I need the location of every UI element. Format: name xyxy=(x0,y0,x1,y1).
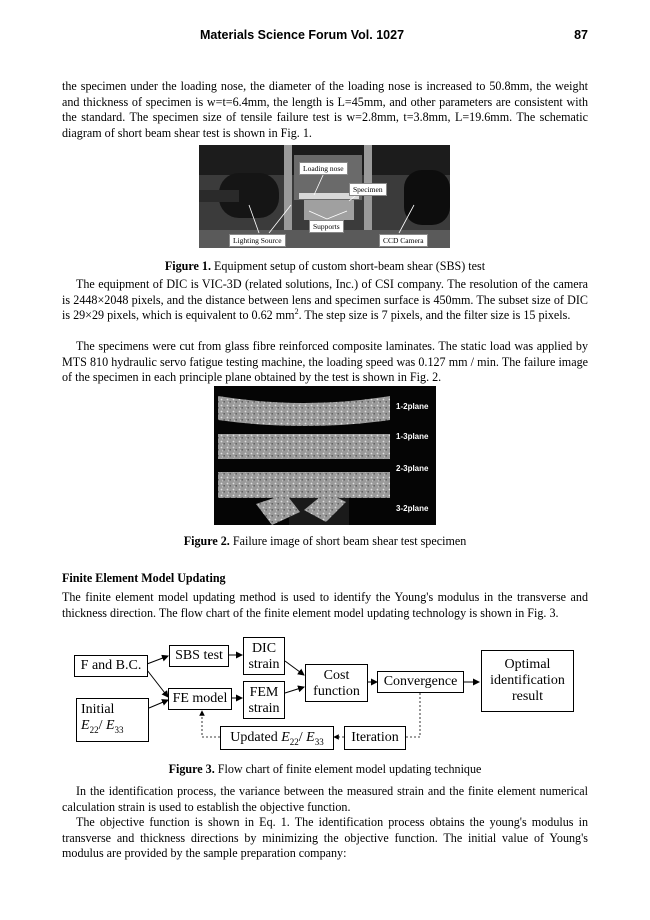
label-specimen: Specimen xyxy=(349,183,387,196)
running-header xyxy=(0,28,650,44)
flow-convergence-box: Convergence xyxy=(377,671,464,693)
label-2-3plane: 2-3plane xyxy=(396,464,429,473)
flow-iteration-box: Iteration xyxy=(344,726,406,750)
flow-initial-box xyxy=(76,698,149,742)
flow-dic-strain-line2: strain xyxy=(248,657,280,672)
label-3-2plane: 3-2plane xyxy=(396,504,429,513)
flow-optimal-line2: identification xyxy=(490,673,565,688)
flow-cost-function-box xyxy=(305,664,368,702)
flow-fbc-box: F and B.C. xyxy=(74,655,148,677)
flow-optimal-result-box xyxy=(481,650,574,712)
flow-fe-model-box: FE model xyxy=(168,688,232,710)
flow-initial-e22-e33: $E_{22}/$ $E_{33}$ xyxy=(81,718,124,735)
page-number: 87 xyxy=(574,28,588,42)
paragraph-specimen-dimensions: the specimen under the loading nose, the diameter of the loading nose is increased to 50.8mm, the weight and thickness of specimen is w=t=6.4mm, the length is L=45mm, and other parameters are consistent with the standard. The specimen size of tensile failure test is w=2.8mm, t=3.8mm, L=19.6mm. The schematic diagram of short beam shear test is shown in Fig. 1. xyxy=(62,79,588,140)
figure-1-caption xyxy=(0,259,650,274)
figure-3-caption xyxy=(0,762,650,777)
flow-dic-strain-box xyxy=(243,637,285,675)
figure-1-caption-text: Equipment setup of custom short-beam shear (SBS) test xyxy=(211,259,486,273)
flow-cost-line1: Cost xyxy=(323,668,350,683)
label-1-3plane: 1-3plane xyxy=(396,432,429,441)
flow-initial-label: Initial xyxy=(81,702,115,717)
figure-3-caption-label: Figure 3. xyxy=(168,762,215,776)
label-supports: Supports xyxy=(309,220,344,233)
figure-3-caption-text: Flow chart of finite element model updating technique xyxy=(214,762,482,776)
label-loading-nose: Loading nose xyxy=(299,162,348,175)
figure-1-photo xyxy=(199,145,450,248)
flow-optimal-line1: Optimal xyxy=(504,657,551,672)
flow-fem-strain-box xyxy=(243,681,285,719)
flow-cost-line2: function xyxy=(313,684,360,699)
paragraph-identification-process: In the identification process, the variance between the measured strain and the finite element numerical calculation strain is used to establish the objective function. xyxy=(62,784,588,814)
paragraph-objective-function: The objective function is shown in Eq. 1. The identification process obtains the young's modulus in transverse and thickness directions by minimizing the objective function. The initial value of Young's modulus are provided by the sample preparation company: xyxy=(62,815,588,861)
section-heading: Finite Element Model Updating xyxy=(62,571,226,585)
figure-2-photo xyxy=(214,386,436,525)
paragraph-fe-updating: The finite element model updating method is used to identify the Young's modulus in the transverse and thickness direction. The flow chart of the finite element model updating technology is shown in Fig. 3. xyxy=(62,590,588,620)
label-ccd-camera: CCD Camera xyxy=(379,234,428,247)
paragraph-dic-equipment: The equipment of DIC is VIC-3D (related solutions, Inc.) of CSI company. The resolution of the camera is 2448×2048 pixels, and the distance between lens and specimen surface is 450mm. The subset size of DIC is 29×29 pixels, which is equivalent to 0.62 $mm^2$. The step size is 7 pixels, and the filter size is 15 pixels. xyxy=(62,277,588,323)
flow-dic-strain-line1: DIC xyxy=(251,641,277,656)
flow-updated-box: Updated $E_{22}/$ $E_{33}$ xyxy=(220,726,334,750)
label-1-2plane: 1-2plane xyxy=(396,402,429,411)
figure-1-caption-label: Figure 1. xyxy=(164,259,212,273)
figure-3-flowchart xyxy=(62,631,588,753)
label-lighting-source: Lighting Source xyxy=(229,234,286,247)
figure-2-caption-label: Figure 2. xyxy=(183,534,230,548)
flow-optimal-line3: result xyxy=(511,689,544,704)
paragraph-specimen-loading: The specimens were cut from glass fibre reinforced composite laminates. The static load was applied by MTS 810 hydraulic servo fatigue testing machine, the loading speed was 0.127 mm / min. The failure image of the specimen in each principle plane obtained by the test is shown in Fig. 2. xyxy=(62,339,588,385)
figure-2-caption-text: Failure image of short beam shear test specimen xyxy=(229,534,467,548)
flow-sbs-test-box: SBS test xyxy=(169,645,229,667)
flow-fem-strain-line1: FEM xyxy=(249,685,279,700)
flow-fem-strain-line2: strain xyxy=(248,701,280,716)
figure-2-caption xyxy=(0,534,650,549)
journal-title: Materials Science Forum Vol. 1027 xyxy=(200,28,405,42)
